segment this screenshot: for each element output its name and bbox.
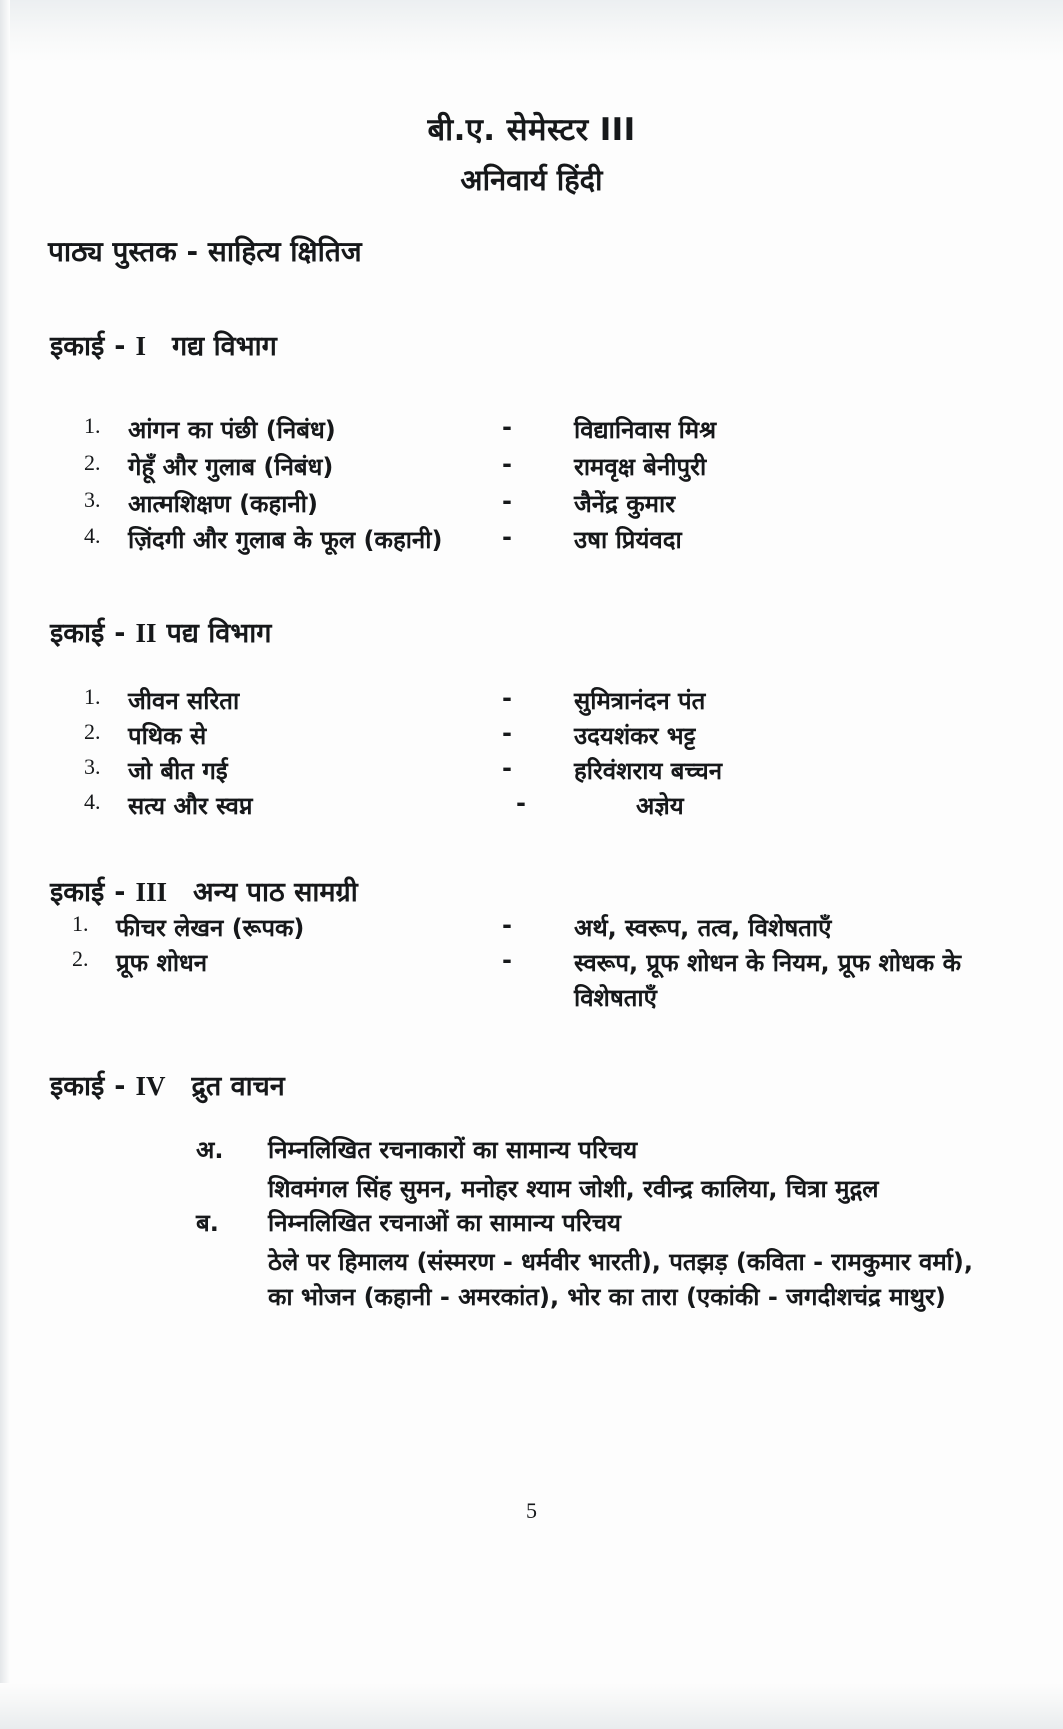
entry-dash: - bbox=[516, 789, 526, 817]
entry-title: प्रूफ शोधन bbox=[116, 949, 208, 977]
unit-label-2: इकाई bbox=[50, 618, 105, 649]
subitem-detail-b-line1: ठेले पर हिमालय (संस्मरण - धर्मवीर भारती), पतझड़ (कविता - रामकुमार वर्मा), bbox=[268, 1248, 973, 1276]
page-title-roman: III bbox=[599, 112, 636, 148]
entry-title: जीवन सरिता bbox=[128, 687, 240, 715]
unit-name-3: अन्य पाठ सामग्री bbox=[193, 877, 358, 908]
entry-number: 4. bbox=[84, 523, 101, 548]
entry-dash: - bbox=[502, 911, 512, 939]
unit-name-4: द्रुत वाचन bbox=[191, 1071, 285, 1102]
entry-title: गेहूँ और गुलाब (निबंध) bbox=[128, 453, 334, 481]
entry-number: 4. bbox=[84, 789, 101, 814]
page-subtitle: अनिवार्य हिंदी bbox=[460, 163, 603, 197]
entry-dash: - bbox=[502, 450, 512, 478]
unit-heading-3 bbox=[50, 872, 358, 909]
entry-title: सत्य और स्वप्न bbox=[128, 792, 253, 820]
unit-roman-2: II bbox=[135, 618, 157, 648]
entry-dash: - bbox=[502, 413, 512, 441]
unit-heading-2 bbox=[50, 613, 271, 650]
entry-dash: - bbox=[502, 523, 512, 551]
subitem-marker-b: ब. bbox=[196, 1209, 219, 1237]
entry-author: रामवृक्ष बेनीपुरी bbox=[574, 453, 707, 481]
subitem-detail-a: शिवमंगल सिंह सुमन, मनोहर श्याम जोशी, रवीन्द्र कालिया, चित्रा मुद्गल bbox=[268, 1175, 879, 1203]
subitem-heading-a: निम्नलिखित रचनाकारों का सामान्य परिचय bbox=[268, 1136, 638, 1164]
entry-author: उषा प्रियंवदा bbox=[574, 526, 682, 554]
entry-number: 2. bbox=[84, 719, 101, 744]
entry-dash: - bbox=[502, 719, 512, 747]
entry-title: आंगन का पंछी (निबंध) bbox=[128, 416, 336, 444]
page-title-main: बी.ए. सेमेस्टर bbox=[427, 112, 589, 148]
unit-name-2: पद्य विभाग bbox=[166, 618, 272, 649]
entry-author: विद्यानिवास मिश्र bbox=[574, 416, 717, 444]
entry-dash: - bbox=[502, 946, 512, 974]
entry-number: 2. bbox=[72, 946, 89, 971]
subitem-marker-a: अ. bbox=[196, 1136, 224, 1164]
unit-heading-4 bbox=[50, 1066, 285, 1103]
unit-label-1: इकाई bbox=[50, 331, 105, 362]
unit-roman-1: I bbox=[135, 331, 146, 361]
entry-title: फीचर लेखन (रूपक) bbox=[116, 914, 305, 942]
entry-number: 2. bbox=[84, 450, 101, 475]
entry-title: आत्मशिक्षण (कहानी) bbox=[128, 490, 318, 518]
entry-title: जो बीत गई bbox=[128, 757, 228, 785]
unit-roman-3: III bbox=[135, 877, 167, 907]
unit-roman-4: IV bbox=[135, 1071, 166, 1101]
entry-dash: - bbox=[502, 684, 512, 712]
entry-dash: - bbox=[502, 487, 512, 515]
subitem-detail-b-line2: का भोजन (कहानी - अमरकांत), भोर का तारा (एकांकी - जगदीशचंद्र माथुर) bbox=[268, 1283, 946, 1311]
unit-separator-2: - bbox=[114, 618, 126, 649]
textbook-label: पाठ्य पुस्तक - साहित्य क्षितिज bbox=[48, 235, 362, 268]
entry-author: अर्थ, स्वरूप, तत्व, विशेषताएँ bbox=[574, 914, 832, 942]
entry-author: सुमित्रानंदन पंत bbox=[574, 687, 706, 715]
entry-number: 1. bbox=[84, 684, 101, 709]
unit-name-1: गद्य विभाग bbox=[171, 331, 277, 362]
page-number: 5 bbox=[526, 1498, 537, 1523]
page-title bbox=[0, 108, 1063, 150]
unit-label-3: इकाई bbox=[50, 877, 105, 908]
entry-author: स्वरूप, प्रूफ शोधन के नियम, प्रूफ शोधक के bbox=[574, 949, 962, 977]
entry-number: 1. bbox=[72, 911, 89, 936]
entry-title: पथिक से bbox=[128, 722, 207, 750]
entry-number: 3. bbox=[84, 754, 101, 779]
entry-author: अज्ञेय bbox=[636, 792, 684, 820]
unit-separator-1: - bbox=[114, 331, 126, 362]
entry-dash: - bbox=[502, 754, 512, 782]
entry-number: 3. bbox=[84, 487, 101, 512]
unit-separator-3: - bbox=[114, 877, 126, 908]
entry-author: उदयशंकर भट्ट bbox=[574, 722, 696, 750]
entry-author: जैनेंद्र कुमार bbox=[574, 490, 676, 518]
entry-title: ज़िंदगी और गुलाब के फूल (कहानी) bbox=[128, 526, 443, 554]
unit-heading-1 bbox=[50, 326, 277, 363]
subitem-heading-b: निम्नलिखित रचनाओं का सामान्य परिचय bbox=[268, 1209, 621, 1237]
entry-number: 1. bbox=[84, 413, 101, 438]
unit-separator-4: - bbox=[114, 1071, 126, 1102]
unit-3-continuation: विशेषताएँ bbox=[574, 984, 657, 1012]
entry-author: हरिवंशराय बच्चन bbox=[574, 757, 723, 785]
unit-label-4: इकाई bbox=[50, 1071, 105, 1102]
